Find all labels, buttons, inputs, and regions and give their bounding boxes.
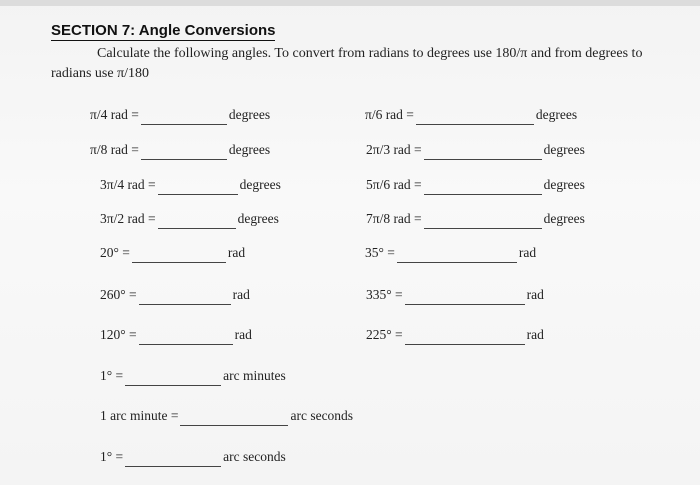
problem-label: 3π/2 rad = [100,211,156,226]
unit-label: degrees [543,211,585,226]
unit-label: rad [518,245,537,260]
problem-label: 2π/3 rad = [366,142,422,157]
problem-1-arc-minute [100,406,353,426]
unit-label: degrees [535,107,578,122]
unit-label: rad [227,245,246,260]
instructions [51,44,681,84]
problem-1-degree-arc-minutes [100,366,286,386]
answer-blank[interactable] [405,290,525,305]
page-top-edge [0,0,700,6]
problem-pi-over-6 [365,105,577,125]
problem-2pi-over-3 [366,140,585,160]
unit-label: rad [232,287,250,302]
answer-blank[interactable] [139,290,231,305]
problem-label: 1° = [100,449,124,464]
problem-label: 5π/6 rad = [366,177,422,192]
problem-label: 35° = [365,245,395,260]
answer-blank[interactable] [424,145,542,160]
instructions-text: Calculate the following angles. To convert from radians to degrees use 180/π and from degrees to radians use π/180 [51,46,643,81]
problem-pi-over-8 [90,140,270,160]
unit-label: degrees [228,142,271,157]
problem-label: 3π/4 rad = [100,177,156,192]
problem-335-degrees [366,285,544,305]
unit-label: degrees [239,177,281,192]
answer-blank[interactable] [125,371,221,386]
answer-blank[interactable] [180,411,288,426]
section-title: SECTION 7: Angle Conversions [51,22,276,39]
problem-label: 260° = [100,287,137,302]
problem-1-degree-arc-seconds [100,447,286,467]
problem-label: 20° = [100,245,130,260]
answer-blank[interactable] [132,248,226,263]
answer-blank[interactable] [424,180,542,195]
unit-label: degrees [228,107,271,122]
answer-blank[interactable] [416,110,534,125]
problem-120-degrees [100,325,252,345]
problem-label: 120° = [100,327,137,342]
problem-225-degrees [366,325,544,345]
problem-label: 1° = [100,368,124,383]
problem-20-degrees [100,243,245,263]
unit-label: degrees [237,211,279,226]
problem-label: 7π/8 rad = [366,211,422,226]
problem-label: π/4 rad = [90,107,139,122]
answer-blank[interactable] [424,214,542,229]
problem-7pi-over-8 [366,209,585,229]
unit-label: arc seconds [223,449,286,464]
answer-blank[interactable] [125,452,221,467]
problem-260-degrees [100,285,250,305]
answer-blank[interactable] [158,214,236,229]
problem-3pi-over-4 [100,175,281,195]
problem-5pi-over-6 [366,175,585,195]
answer-blank[interactable] [139,330,233,345]
problem-label: π/8 rad = [90,142,139,157]
answer-blank[interactable] [158,180,238,195]
problem-35-degrees [365,243,536,263]
unit-label: rad [234,327,252,342]
answer-blank[interactable] [141,145,227,160]
problem-3pi-over-2 [100,209,279,229]
unit-label: rad [526,327,544,342]
problem-label: 225° = [366,327,403,342]
problem-label: π/6 rad = [365,107,414,122]
answer-blank[interactable] [405,330,525,345]
problem-pi-over-4 [90,105,270,125]
unit-label: degrees [543,142,585,157]
problem-label: 335° = [366,287,403,302]
unit-label: arc minutes [223,368,286,383]
answer-blank[interactable] [397,248,517,263]
problem-label: 1 arc minute = [100,408,179,423]
unit-label: rad [526,287,544,302]
unit-label: degrees [543,177,585,192]
answer-blank[interactable] [141,110,227,125]
unit-label: arc seconds [290,408,354,423]
